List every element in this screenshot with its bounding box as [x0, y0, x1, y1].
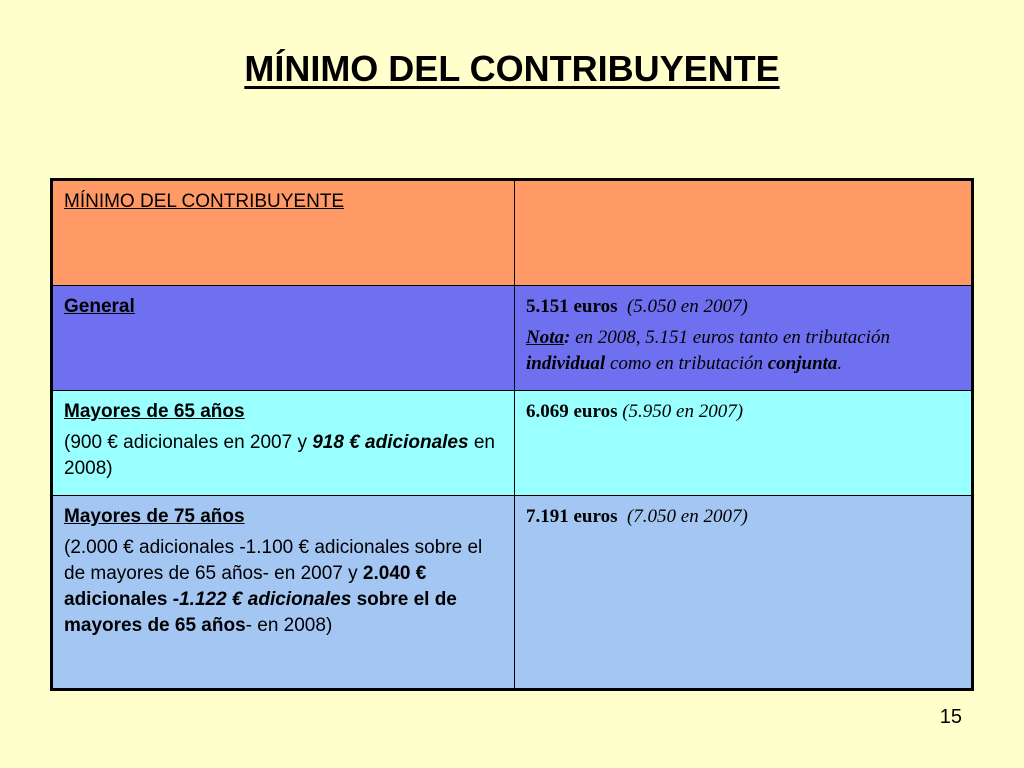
mayores65-desc	[64, 430, 504, 482]
note-end: .	[837, 353, 843, 374]
mayores75-desc-2: 2.040 € adicionales	[64, 563, 427, 610]
note-colon: :	[564, 327, 571, 348]
mayores75-value	[526, 504, 961, 530]
mayores75-desc	[64, 535, 504, 639]
mayores75-amount: 7.191 euros	[526, 506, 618, 527]
mayores65-amount: 6.069 euros	[526, 401, 618, 422]
note-text-1: en 2008, 5.151 euros tanto en tributación	[570, 327, 890, 348]
mayores75-prev: (7.050 en 2007)	[626, 506, 748, 527]
note-label: Nota	[526, 327, 564, 348]
mayores75-value-cell	[515, 496, 973, 690]
mayores75-desc-3: -	[167, 589, 180, 610]
mayores65-value-cell	[515, 391, 973, 496]
note-text-2: como en tributación	[605, 353, 768, 374]
mayores75-label: Mayores de 75 años	[64, 506, 245, 527]
note-bold-2: conjunta	[767, 353, 838, 374]
mayores75-desc-1: (2.000 € adicionales -1.100 € adicionales sobre el de mayores de 65 años- en 2007 y	[64, 537, 483, 584]
mayores75-desc-6: - en 2008)	[245, 615, 333, 636]
mayores65-label-cell	[52, 391, 515, 496]
page-number: 15	[939, 706, 962, 728]
general-prev: (5.050 en 2007)	[626, 296, 748, 317]
general-amount: 5.151 euros	[526, 296, 618, 317]
general-label-cell	[52, 286, 515, 391]
header-right-cell	[515, 180, 973, 286]
mayores75-label-cell	[52, 496, 515, 690]
table-row-mayores-65	[52, 391, 973, 496]
general-value	[526, 294, 961, 320]
mayores65-desc-1: (900 € adicionales en 2007 y	[64, 432, 313, 453]
general-value-cell	[515, 286, 973, 391]
mayores65-desc-3: en 2008)	[64, 432, 495, 479]
note-bold-1: individual	[526, 353, 606, 374]
mayores65-value	[526, 399, 961, 425]
table-row-general	[52, 286, 973, 391]
mayores75-desc-5: sobre el de mayores de 65 años	[64, 589, 457, 636]
minimo-table	[50, 178, 974, 691]
general-label: General	[64, 296, 135, 317]
mayores75-desc-4: 1.122 € adicionales	[179, 589, 352, 610]
mayores65-desc-2: 918 € adicionales	[312, 432, 469, 453]
header-left-label: MÍNIMO DEL CONTRIBUYENTE	[64, 191, 345, 212]
mayores65-label: Mayores de 65 años	[64, 401, 245, 422]
table-header-row	[52, 180, 973, 286]
table-row-mayores-75	[52, 496, 973, 690]
general-note	[526, 325, 961, 377]
header-left-cell	[52, 180, 515, 286]
mayores65-prev: (5.950 en 2007)	[622, 401, 744, 422]
page-title: MÍNIMO DEL CONTRIBUYENTE	[244, 48, 780, 89]
